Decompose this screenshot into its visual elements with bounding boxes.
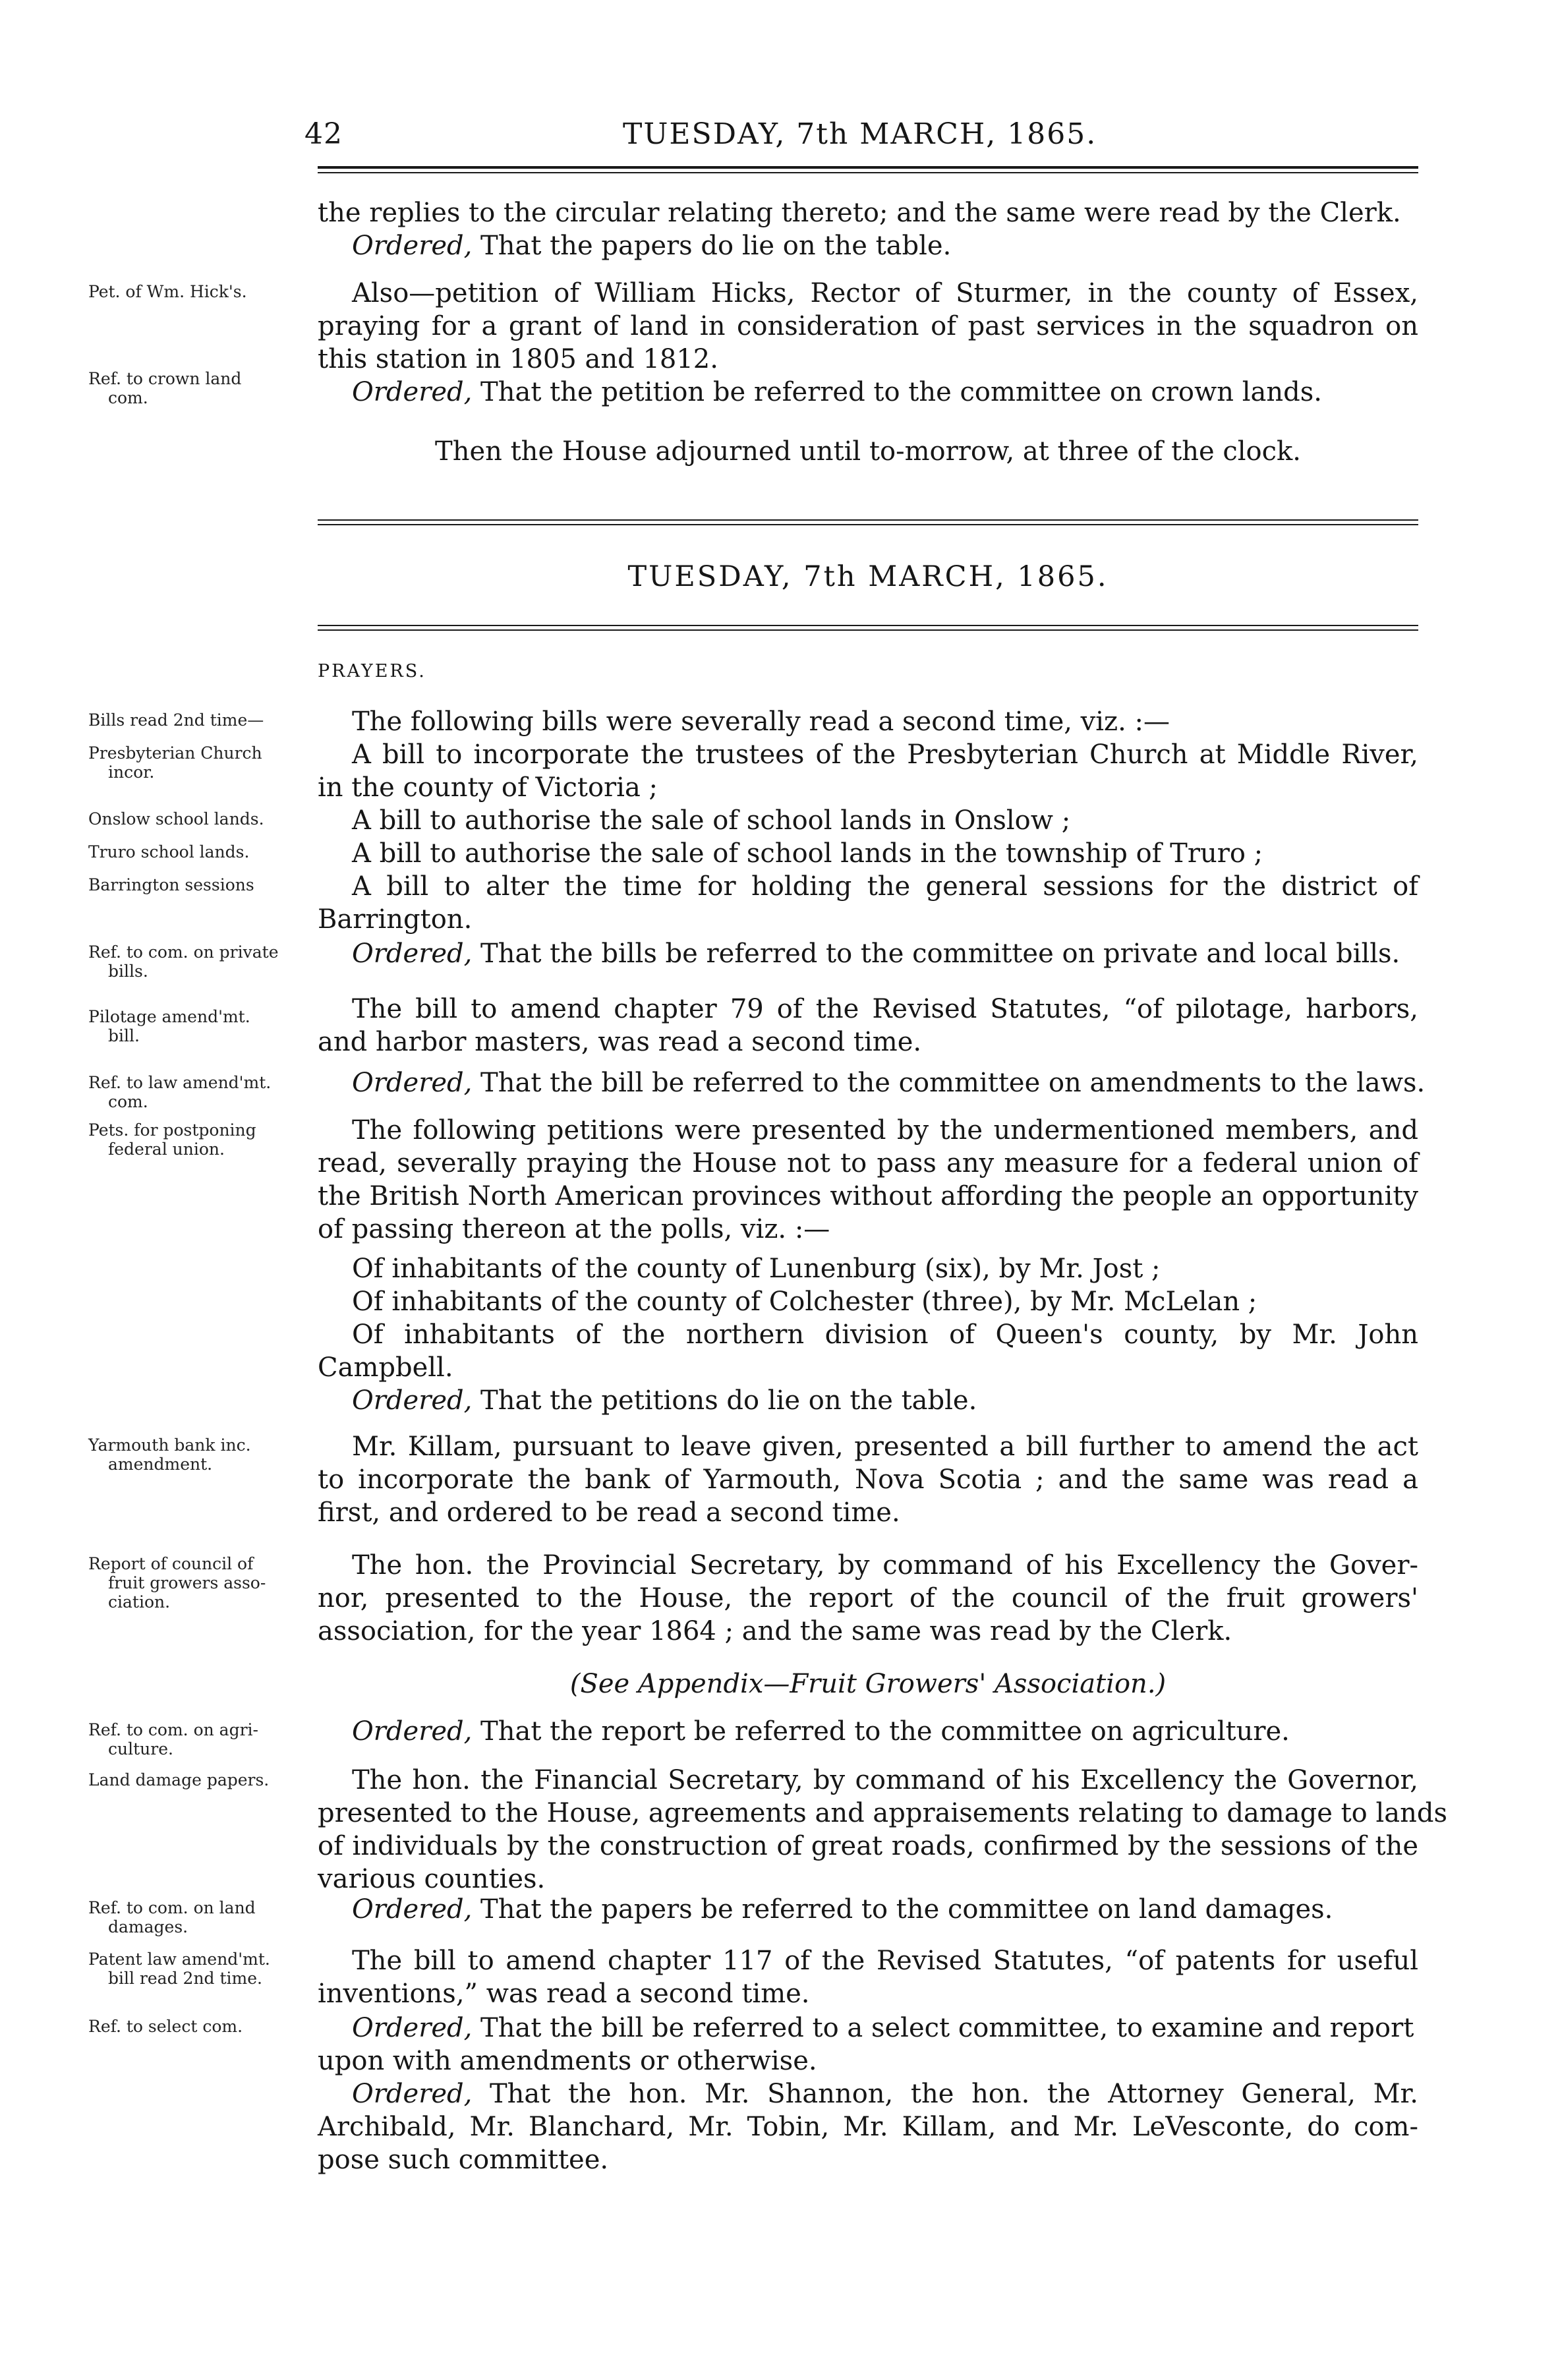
margin-note: Presbyterian Church incor. bbox=[88, 743, 262, 782]
body-line: upon with amendments or otherwise. bbox=[318, 2046, 817, 2076]
body-line: Ordered, That the petitions do lie on the table. bbox=[352, 1385, 977, 1416]
margin-note: Bills read 2nd time— bbox=[88, 711, 264, 730]
margin-note: Ref. to com. on private bills. bbox=[88, 943, 279, 981]
body-line: A bill to alter the time for holding the general sessions for the district of bbox=[352, 871, 1418, 902]
body-line: in the county of Victoria ; bbox=[318, 772, 658, 803]
body-line: this station in 1805 and 1812. bbox=[318, 344, 718, 374]
body-line: inventions,” was read a second time. bbox=[318, 1979, 810, 2009]
body-line: the replies to the circular relating thereto; and the same were read by the Clerk. bbox=[318, 198, 1401, 228]
adjournment-line: Then the House adjourned until to-morrow, at three of the clock. bbox=[435, 436, 1301, 467]
body-line: read, severally praying the House not to pass any measure for a federal union of bbox=[318, 1148, 1418, 1178]
body-line: of individuals by the construction of great roads, confirmed by the sessions of the bbox=[318, 1831, 1418, 1861]
body-line: to incorporate the bank of Yarmouth, Nova Scotia ; and the same was read a bbox=[318, 1465, 1418, 1495]
body-line: the British North American provinces without affording the people an opportunity bbox=[318, 1181, 1418, 1211]
body-line: Of inhabitants of the county of Lunenburg (six), by Mr. Jost ; bbox=[352, 1254, 1161, 1284]
margin-note: Onslow school lands. bbox=[88, 809, 264, 828]
body-line: Of inhabitants of the northern division of Queen's county, by Mr. John bbox=[352, 1320, 1418, 1350]
body-line: and harbor masters, was read a second time. bbox=[318, 1027, 922, 1057]
body-line: A bill to incorporate the trustees of the Presbyterian Church at Middle River, bbox=[352, 740, 1418, 770]
page-number: 42 bbox=[304, 117, 343, 151]
margin-note: Land damage papers. bbox=[88, 1770, 270, 1789]
page-header-date: TUESDAY, 7th MARCH, 1865. bbox=[623, 117, 1097, 151]
body-line: The following bills were severally read a second time, viz. :— bbox=[352, 707, 1170, 737]
margin-note: Patent law amend'mt. bill read 2nd time. bbox=[88, 1950, 270, 1988]
body-line: of passing thereon at the polls, viz. :— bbox=[318, 1214, 830, 1244]
body-line: Ordered, That the bills be referred to the committee on private and local bills. bbox=[352, 939, 1400, 969]
appendix-reference: (See Appendix—Fruit Growers' Association.) bbox=[569, 1669, 1167, 1699]
body-line: presented to the House, agreements and appraisements relating to damage to lands bbox=[318, 1798, 1447, 1828]
margin-note: Ref. to law amend'mt. com. bbox=[88, 1073, 272, 1111]
margin-note: Ref. to crown land com. bbox=[88, 369, 242, 407]
margin-note: Barrington sessions bbox=[88, 875, 254, 894]
body-line: The hon. the Provincial Secretary, by command of his Excellency the Gover- bbox=[352, 1550, 1418, 1581]
body-line: The bill to amend chapter 79 of the Revised Statutes, “of pilotage, harbors, bbox=[352, 994, 1418, 1024]
margin-note: Ref. to com. on land damages. bbox=[88, 1898, 256, 1936]
body-line: association, for the year 1864 ; and the same was read by the Clerk. bbox=[318, 1616, 1232, 1646]
body-line: Ordered, That the bill be referred to the committee on amendments to the laws. bbox=[352, 1068, 1426, 1098]
body-line: first, and ordered to be read a second time. bbox=[318, 1497, 900, 1528]
body-line: Campbell. bbox=[318, 1352, 453, 1383]
margin-note: Yarmouth bank inc. amendment. bbox=[88, 1436, 251, 1474]
body-line: Ordered, That the bill be referred to a select committee, to examine and report bbox=[352, 2013, 1414, 2043]
body-line: Barrington. bbox=[318, 904, 473, 935]
margin-note: Pilotage amend'mt. bill. bbox=[88, 1007, 250, 1045]
body-line: praying for a grant of land in consideration of past services in the squadron on bbox=[318, 311, 1418, 341]
body-line: Of inhabitants of the county of Colchester (three), by Mr. McLelan ; bbox=[352, 1287, 1257, 1317]
body-line: The following petitions were presented by the undermentioned members, and bbox=[352, 1115, 1418, 1146]
header-rule bbox=[318, 166, 1418, 169]
body-line: The bill to amend chapter 117 of the Revised Statutes, “of patents for useful bbox=[352, 1946, 1418, 1976]
margin-note: Report of council of fruit growers asso- ciation. bbox=[88, 1554, 266, 1611]
body-line: Ordered, That the papers do lie on the table. bbox=[352, 231, 952, 261]
body-line: A bill to authorise the sale of school lands in Onslow ; bbox=[352, 805, 1071, 836]
body-line: Ordered, That the hon. Mr. Shannon, the hon. the Attorney General, Mr. bbox=[352, 2079, 1418, 2109]
section-rule bbox=[318, 625, 1418, 626]
margin-note: Pets. for postponing federal union. bbox=[88, 1120, 256, 1159]
body-line: A bill to authorise the sale of school lands in the township of Truro ; bbox=[352, 838, 1263, 869]
body-line: The hon. the Financial Secretary, by command of his Excellency the Governor, bbox=[352, 1765, 1418, 1795]
margin-note: Truro school lands. bbox=[88, 842, 250, 861]
body-line: Ordered, That the papers be referred to the committee on land damages. bbox=[352, 1894, 1333, 1925]
body-line: pose such committee. bbox=[318, 2145, 609, 2175]
section-rule bbox=[318, 524, 1418, 525]
body-line: Also—petition of William Hicks, Rector of Sturmer, in the county of Essex, bbox=[352, 278, 1418, 308]
section-rule bbox=[318, 629, 1418, 631]
body-line: Mr. Killam, pursuant to leave given, presented a bill further to amend the act bbox=[352, 1432, 1418, 1462]
body-line: Ordered, That the petition be referred to the committee on crown lands. bbox=[352, 377, 1322, 407]
body-line: nor, presented to the House, the report of the council of the fruit growers' bbox=[318, 1583, 1418, 1613]
section-rule bbox=[318, 519, 1418, 521]
header-rule-thin bbox=[318, 172, 1418, 173]
prayers-heading: PRAYERS. bbox=[318, 661, 426, 682]
margin-note: Ref. to select com. bbox=[88, 2017, 243, 2036]
margin-note: Ref. to com. on agri- culture. bbox=[88, 1720, 258, 1758]
body-line: Ordered, That the report be referred to the committee on agriculture. bbox=[352, 1716, 1290, 1747]
margin-note: Pet. of Wm. Hick's. bbox=[88, 282, 247, 301]
section-title: TUESDAY, 7th MARCH, 1865. bbox=[627, 560, 1109, 593]
body-line: various counties. bbox=[318, 1864, 546, 1894]
body-line: Archibald, Mr. Blanchard, Mr. Tobin, Mr. Killam, and Mr. LeVesconte, do com- bbox=[318, 2112, 1418, 2142]
